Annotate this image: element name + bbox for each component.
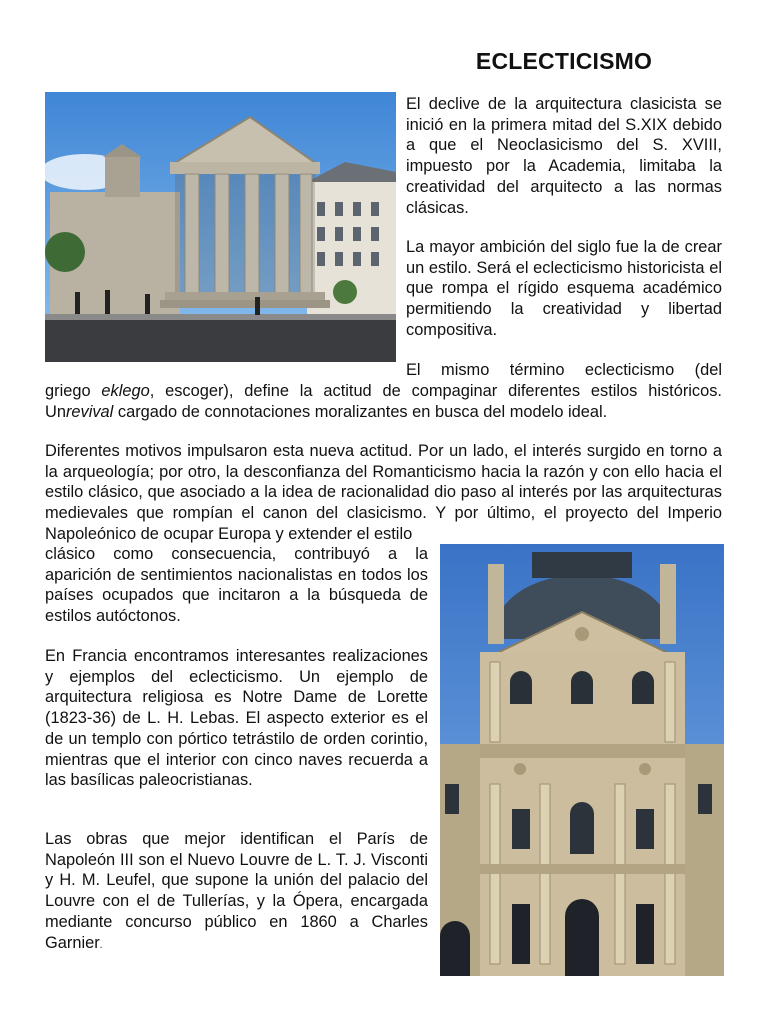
louvre-illustration — [440, 544, 724, 976]
louvre-photo — [440, 544, 724, 976]
paragraph-ambition: La mayor ambición del siglo fue la de crear un estilo. Será el eclecticismo historicista el que rompa el rígido esquema académico permitiendo la creatividad y libertad compositiva. — [406, 238, 722, 339]
final-period: . — [99, 939, 103, 951]
term-word-revival: revival — [65, 402, 114, 421]
page-title: ECLECTICISMO — [475, 48, 653, 74]
paragraph-napoleon — [45, 829, 428, 956]
paragraph-motives: Diferentes motivos impulsaron esta nueva actitud. Por un lado, el interés surgido en torno a la arqueología; por otro, la desconfianza del Romanticismo hacia la razón y con ello hacia el estilo clásico, que asociado a la idea de racionalidad dio paso al interés por las arquitecturas medievales que rompían el canon del clasicismo. Y por último, el proyecto del Imperio Napoleónico de ocupar Europa y extender el estilo — [45, 442, 722, 543]
term-text-mid: , escoger), define la actitud de compaginar diferentes estilos históricos. Un — [45, 382, 722, 421]
paragraph-term — [45, 381, 722, 422]
paragraph-intro: El declive de la arquitectura clasicista se inició en la primera mitad del S.XIX debido a que el Neoclasicismo del S. XVIII, impuesto por la Academia, limitaba la creatividad del arquitecto a las normas clásicas. — [406, 95, 722, 217]
paragraph-term-line1: El mismo término eclecticismo (del — [406, 361, 722, 379]
napoleon-text: Las obras que mejor identifican el París de Napoleón III son el Nuevo Louvre de L. T. J. Visconti y H. M. Leufel, que supone la unión del palacio del Louvre con el de Tullerías, y la Ópera, encargada mediante concurso público en 1860 a Charles Garnier — [45, 830, 428, 952]
term-text-post: cargado de connotaciones moralizantes en busca del modelo ideal. — [113, 402, 608, 421]
paragraph-motives-continued: clásico como consecuencia, contribuyó a la aparición de sentimientos nacionalistas en todos los países ocupados que incitaron a la búsqueda de estilos autóctonos. — [45, 545, 428, 626]
term-text-pre: griego — [45, 382, 102, 400]
term-word-eklego: eklego — [101, 382, 150, 400]
paragraph-france: En Francia encontramos interesantes realizaciones y ejemplos del eclecticismo. Un ejemplo de arquitectura religiosa es Notre Dame de Lorette (1823-36) de L. H. Lebas. El aspecto exterior es el de un templo con pórtico tetrástilo de orden corintio, mientras que el interior con cinco naves recuerda a las basílicas paleocristianas. — [45, 647, 428, 790]
church-photo — [45, 92, 396, 362]
church-illustration — [45, 92, 396, 362]
